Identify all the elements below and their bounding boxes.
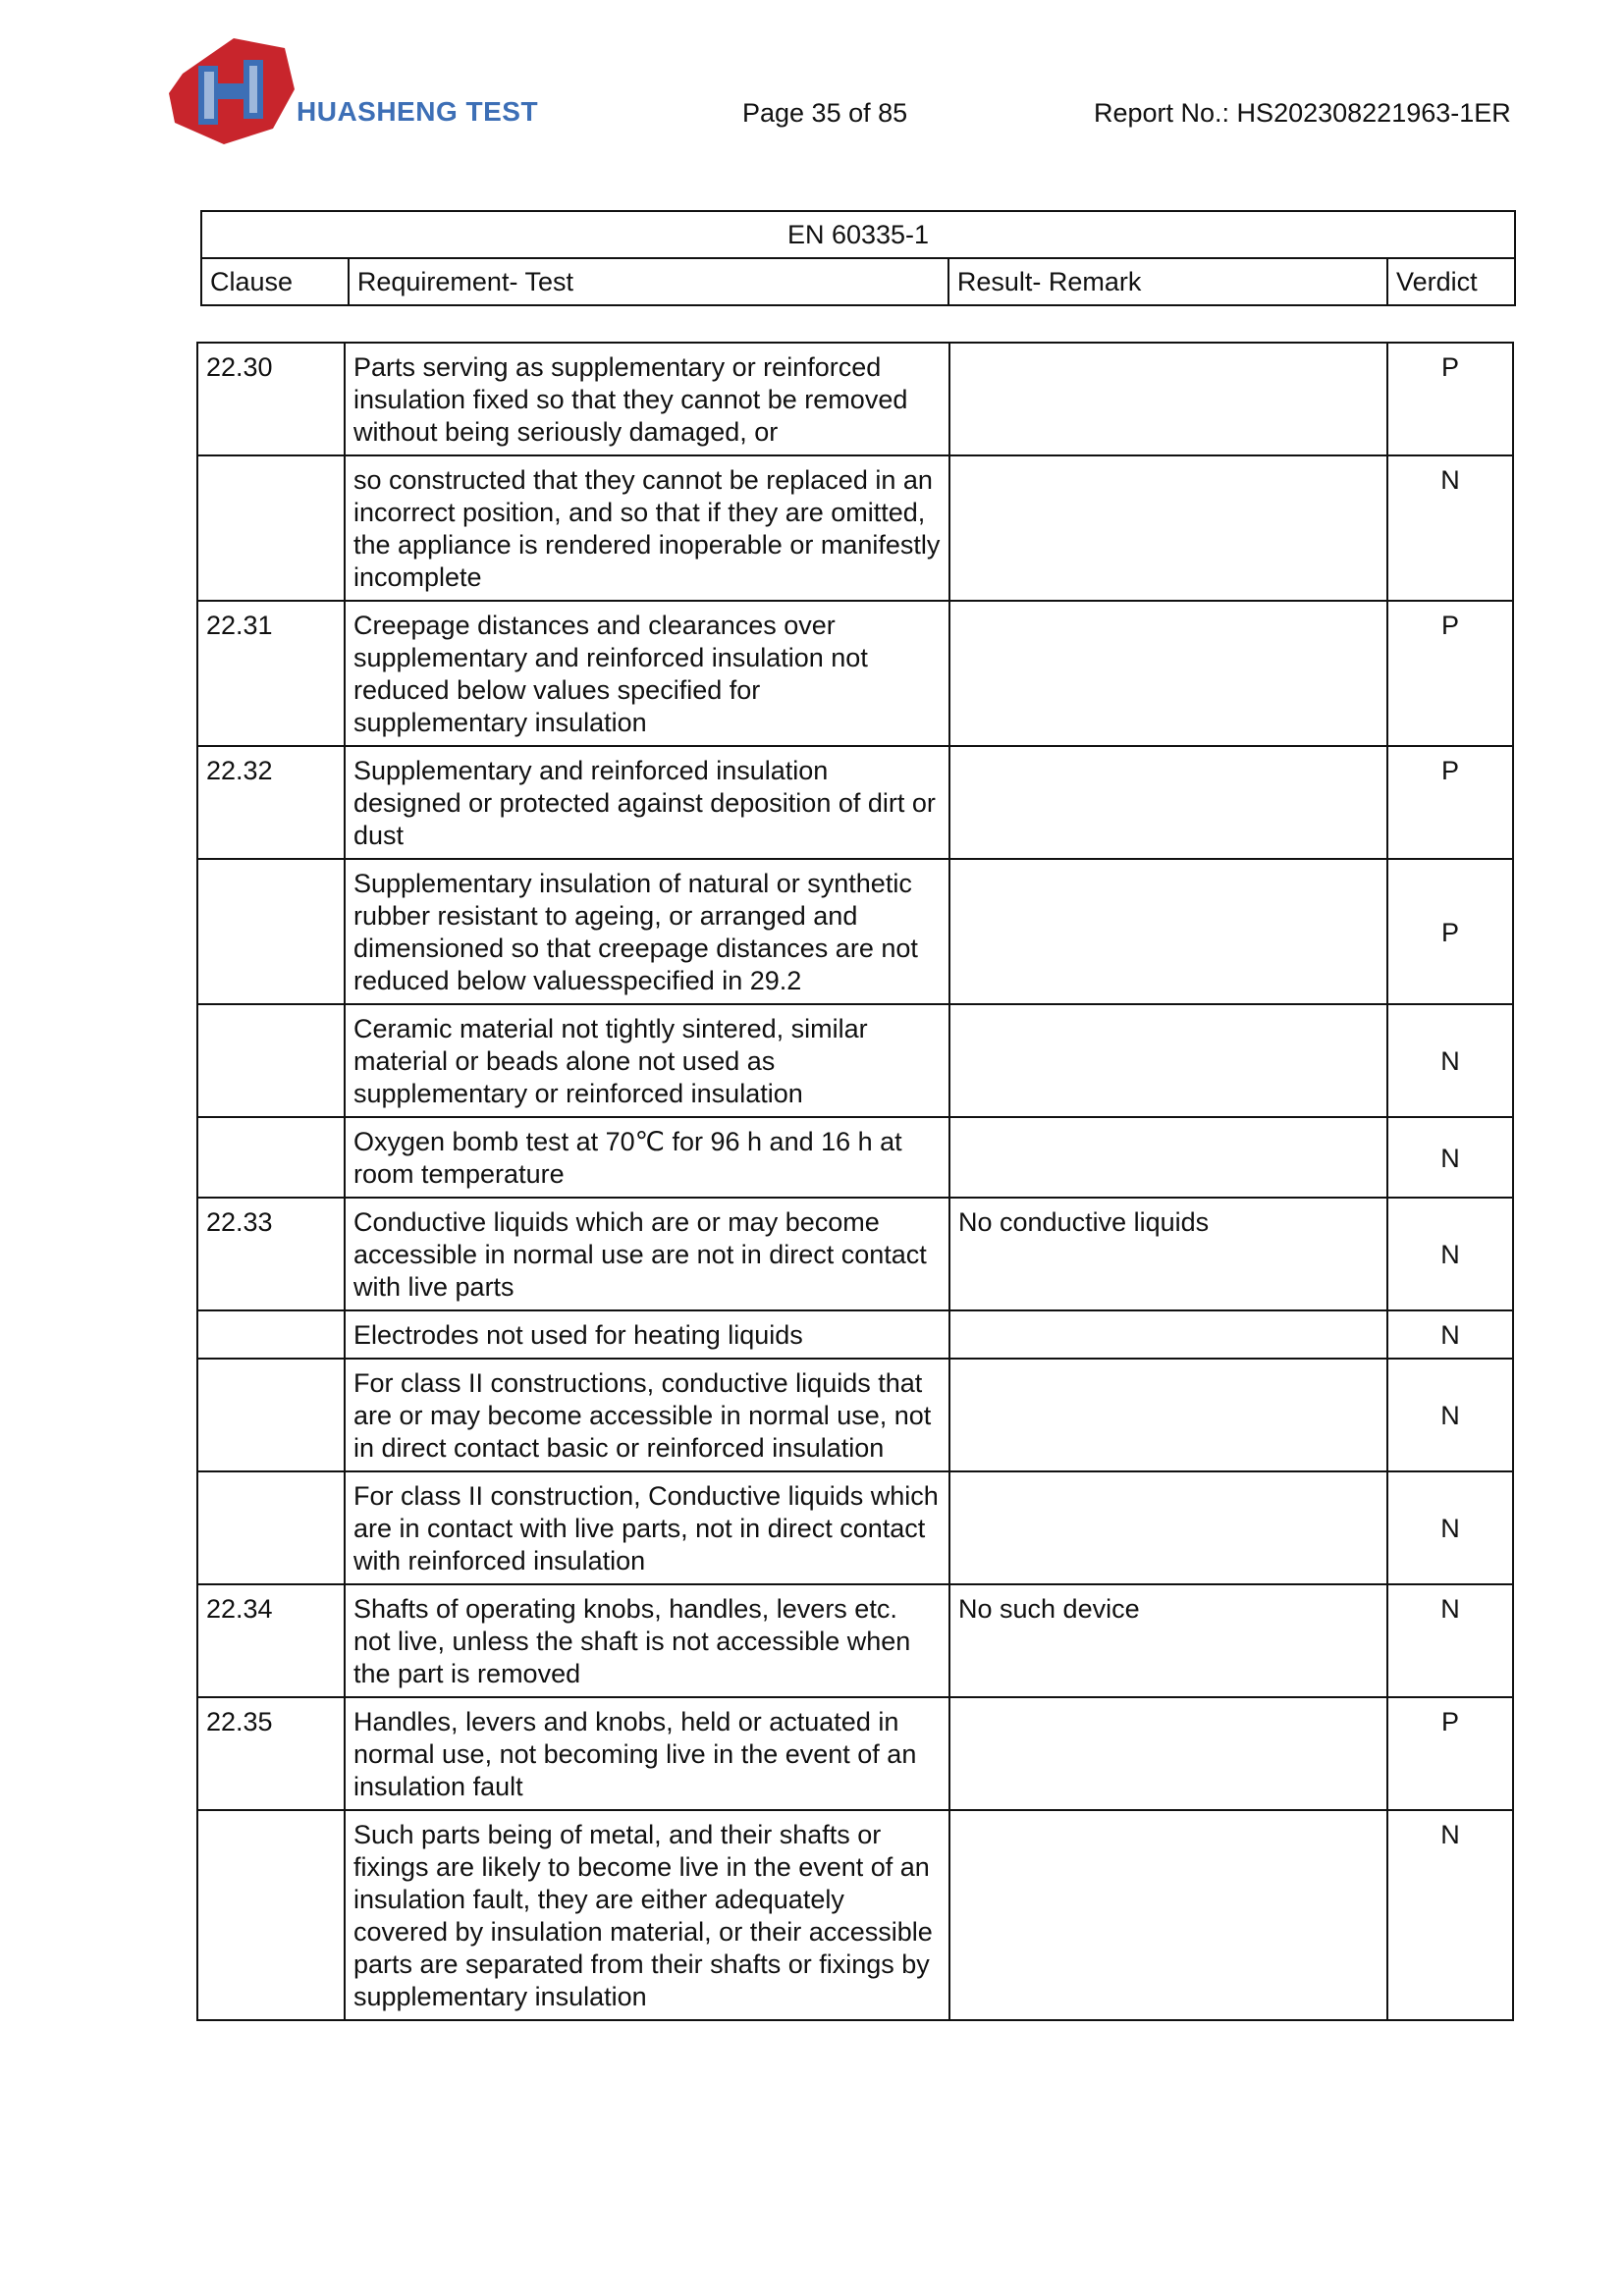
table-row [197, 1117, 1513, 1198]
requirement-cell: Shafts of operating knobs, handles, levers etc. not live, unless the shaft is not accessible when the part is removed [345, 1584, 949, 1697]
requirement-cell: Supplementary insulation of natural or synthetic rubber resistant to ageing, or arranged and dimensioned so that creepage distances are not reduced below valuesspecified in 29.2 [345, 859, 949, 1004]
requirement-cell: Supplementary and reinforced insulation designed or protected against deposition of dirt or dust [345, 746, 949, 859]
requirement-cell: For class II construction, Conductive liquids which are in contact with live parts, not in direct contact with reinforced insulation [345, 1471, 949, 1584]
requirement-cell: Such parts being of metal, and their shafts or fixings are likely to become live in the event of an insulation fault, they are either adequately covered by insulation material, or their accessible parts are separated from their shafts or fixings by supplementary insulation [345, 1810, 949, 2020]
clause-cell: 22.33 [197, 1198, 345, 1310]
clause-cell [197, 455, 345, 601]
clause-cell: 22.30 [197, 343, 345, 455]
clause-cell: 22.35 [197, 1697, 345, 1810]
verdict-cell: N [1387, 1198, 1513, 1310]
requirement-cell: Oxygen bomb test at 70℃ for 96 h and 16 h at room temperature [345, 1117, 949, 1198]
requirement-cell: Ceramic material not tightly sintered, similar material or beads alone not used as supplementary or reinforced insulation [345, 1004, 949, 1117]
requirement-cell: For class II constructions, conductive liquids that are or may become accessible in normal use, not in direct contact basic or reinforced insulation [345, 1359, 949, 1471]
clause-cell [197, 1471, 345, 1584]
table-row [197, 1697, 1513, 1810]
clause-cell: 22.32 [197, 746, 345, 859]
clause-cell: 22.34 [197, 1584, 345, 1697]
result-cell [949, 1810, 1387, 2020]
result-cell [949, 746, 1387, 859]
result-cell [949, 859, 1387, 1004]
clause-cell [197, 859, 345, 1004]
table-row [197, 1198, 1513, 1310]
result-cell [949, 601, 1387, 746]
requirement-cell: Conductive liquids which are or may become accessible in normal use are not in direct contact with live parts [345, 1198, 949, 1310]
result-cell [949, 1117, 1387, 1198]
page-number: Page 35 of 85 [742, 98, 908, 128]
column-header-row [201, 258, 1515, 305]
table-row [197, 859, 1513, 1004]
table-row [197, 1584, 1513, 1697]
requirement-cell: Handles, levers and knobs, held or actuated in normal use, not becoming live in the event of an insulation fault [345, 1697, 949, 1810]
table-row [197, 1310, 1513, 1359]
result-cell [949, 1697, 1387, 1810]
huasheng-logo-icon [165, 34, 300, 150]
table-row [197, 455, 1513, 601]
verdict-cell: P [1387, 343, 1513, 455]
verdict-cell: N [1387, 1310, 1513, 1359]
verdict-cell: P [1387, 601, 1513, 746]
table-row [197, 1810, 1513, 2020]
clause-cell [197, 1310, 345, 1359]
verdict-cell: N [1387, 1117, 1513, 1198]
verdict-cell: P [1387, 1697, 1513, 1810]
clause-cell [197, 1117, 345, 1198]
result-cell [949, 1310, 1387, 1359]
verdict-cell: P [1387, 746, 1513, 859]
report-number: Report No.: HS202308221963-1ER [1094, 98, 1511, 128]
result-cell [949, 455, 1387, 601]
result-cell [949, 343, 1387, 455]
result-cell [949, 1471, 1387, 1584]
requirement-cell: so constructed that they cannot be replaced in an incorrect position, and so that if they are omitted, the appliance is rendered inoperable or manifestly incomplete [345, 455, 949, 601]
verdict-cell: N [1387, 1004, 1513, 1117]
table-row [197, 746, 1513, 859]
table-row [197, 1359, 1513, 1471]
clause-cell [197, 1810, 345, 2020]
result-cell [949, 1359, 1387, 1471]
table-row [197, 1004, 1513, 1117]
table-row [197, 601, 1513, 746]
table-row [197, 343, 1513, 455]
standard-row [201, 211, 1515, 258]
brand-name: HUASHENG TEST [297, 96, 539, 127]
verdict-cell: N [1387, 1584, 1513, 1697]
verdict-cell: P [1387, 859, 1513, 1004]
column-header-verdict: Verdict [1387, 258, 1515, 305]
clause-cell: 22.31 [197, 601, 345, 746]
requirement-cell: Electrodes not used for heating liquids [345, 1310, 949, 1359]
verdict-cell: N [1387, 1359, 1513, 1471]
requirement-cell: Creepage distances and clearances over supplementary and reinforced insulation not reduced below values specified for supplementary insulation [345, 601, 949, 746]
clause-cell [197, 1004, 345, 1117]
table-row [197, 1471, 1513, 1584]
page-header [0, 0, 1624, 177]
column-header-clause: Clause [201, 258, 349, 305]
requirement-cell: Parts serving as supplementary or reinforced insulation fixed so that they cannot be removed without being seriously damaged, or [345, 343, 949, 455]
result-cell: No conductive liquids [949, 1198, 1387, 1310]
column-header-result: Result- Remark [948, 258, 1387, 305]
requirements-table [196, 342, 1514, 2021]
standard-header-table [200, 210, 1516, 306]
verdict-cell: N [1387, 1810, 1513, 2020]
result-cell: No such device [949, 1584, 1387, 1697]
standard-title: EN 60335-1 [201, 211, 1515, 258]
clause-cell [197, 1359, 345, 1471]
column-header-requirement: Requirement- Test [349, 258, 948, 305]
result-cell [949, 1004, 1387, 1117]
verdict-cell: N [1387, 455, 1513, 601]
verdict-cell: N [1387, 1471, 1513, 1584]
